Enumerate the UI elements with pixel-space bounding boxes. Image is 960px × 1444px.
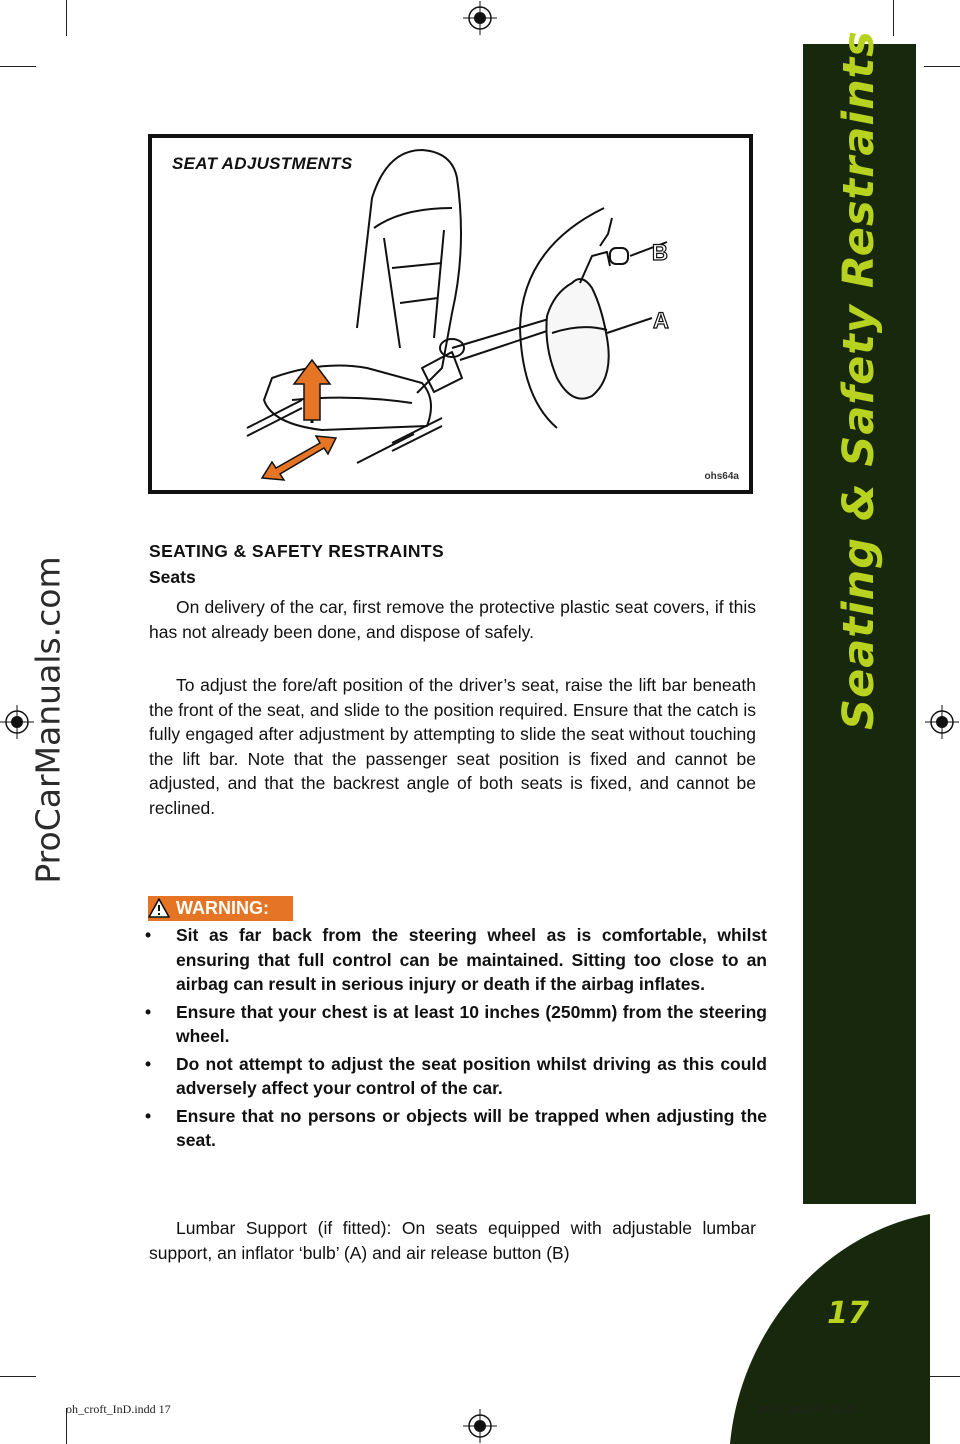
- warning-item: • Ensure that no persons or objects will be trapped when adjusting the seat.: [145, 1104, 767, 1153]
- warning-triangle-icon: [148, 897, 170, 919]
- paragraph-adjust: To adjust the fore/aft position of the driver’s seat, raise the lift bar beneath the front of the seat, and slide to the position required. Ensure that the catch is fully engaged after adjustment by attempting to slide the seat without touching the lift bar. Note that the passenger seat position is fixed and cannot be adjusted, and that the backrest angle of both seats is fixed, and cannot be reclined.: [149, 675, 756, 818]
- crop-mark: [0, 66, 36, 67]
- seat-illustration: [152, 138, 749, 490]
- warning-item: • Do not attempt to adjust the seat position whilst driving as this could adversely affect your control of the car.: [145, 1052, 767, 1101]
- crop-mark: [66, 0, 67, 36]
- chapter-title: Seating & Safety Restraints: [834, 30, 884, 730]
- label-b: B: [652, 240, 668, 265]
- subsection-heading: Seats: [149, 567, 196, 587]
- warning-item: • Sit as far back from the steering wheel as is comfortable, whilst ensuring that full control can be maintained. Sitting too close to an airbag can result in serious injury or death if the airbag inflates.: [145, 923, 767, 997]
- warning-item: • Ensure that your chest is at least 10 inches (250mm) from the steering wheel.: [145, 1000, 767, 1049]
- warning-badge: WARNING:: [148, 896, 293, 921]
- seat-adjustments-figure: [148, 134, 753, 494]
- crop-mark: [924, 66, 960, 67]
- registration-mark-icon: [925, 705, 959, 739]
- watermark-text: ProCarManuals.com: [28, 556, 68, 884]
- label-a: A: [653, 308, 669, 333]
- paragraph-delivery: On delivery of the car, first remove the protective plastic seat covers, if this has not already been done, and dispose of safely.: [149, 597, 756, 642]
- section-heading: SEATING & SAFETY RESTRAINTS: [149, 541, 445, 561]
- figure-code: ohs64a: [704, 471, 739, 482]
- footer-filename: oh_croft_InD.indd 17: [66, 1402, 171, 1416]
- footer-timestamp: 20/05/2004 07:58:43: [756, 1402, 857, 1416]
- page-number: 17: [827, 1296, 869, 1331]
- registration-mark-icon: [463, 1409, 497, 1443]
- warning-list: [145, 923, 767, 1156]
- figure-caption: SEAT ADJUSTMENTS: [172, 154, 353, 173]
- paragraph-lumbar: Lumbar Support (if fitted): On seats equipped with adjustable lumbar support, an inflator ‘bulb’ (A) and air release button (B): [149, 1218, 756, 1263]
- crop-mark: [0, 1376, 36, 1377]
- registration-mark-icon: [463, 1, 497, 35]
